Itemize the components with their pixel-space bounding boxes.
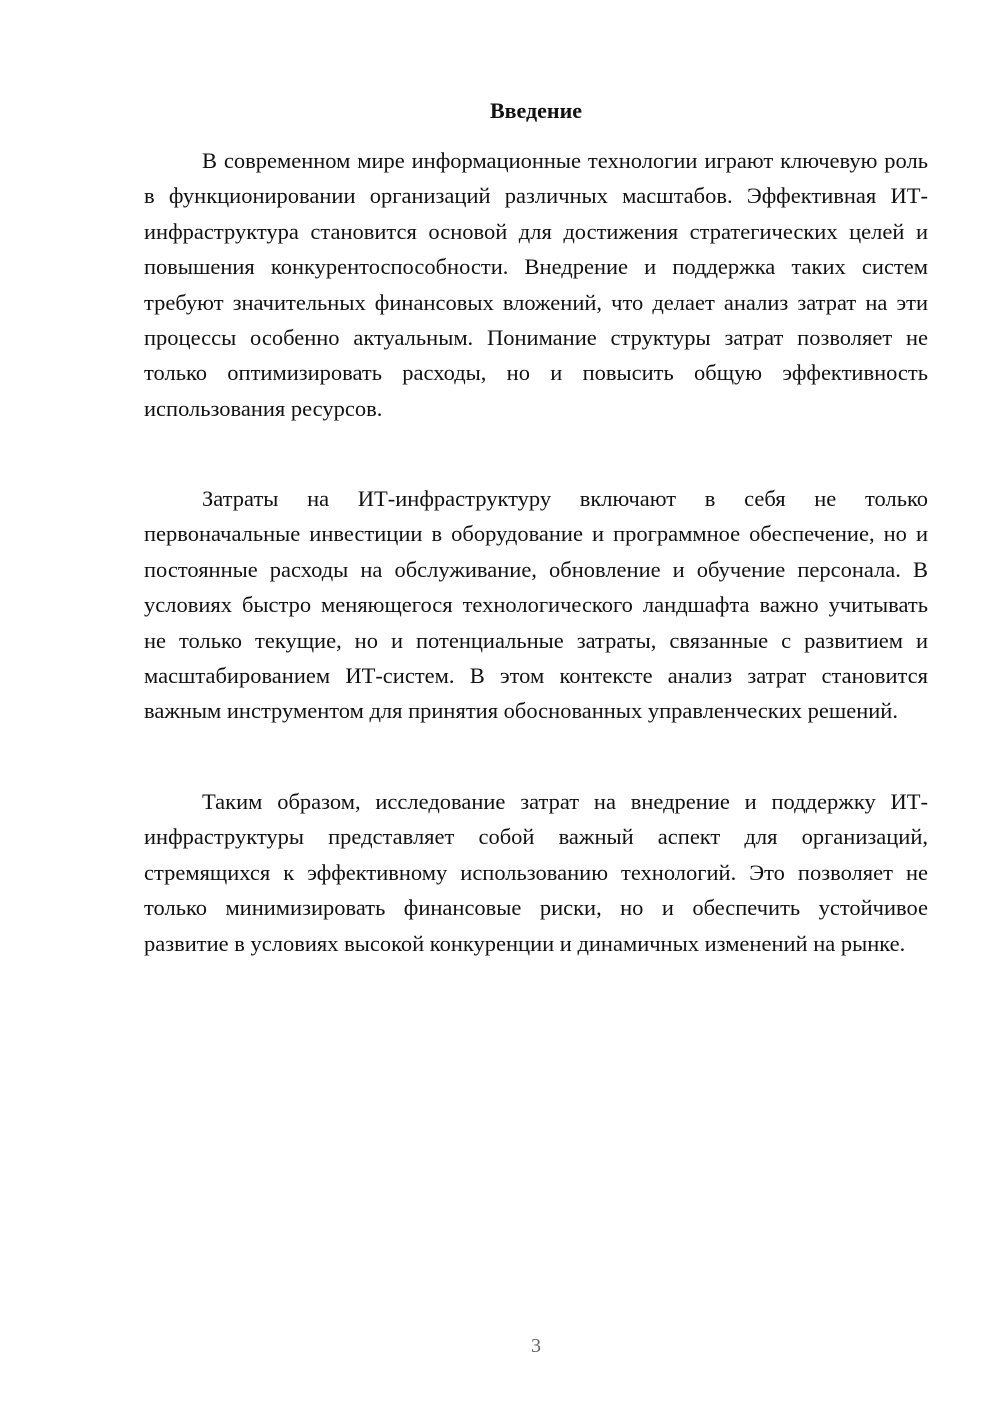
- paragraph-1: В современном мире информационные технологии играют ключевую роль в функционировании организаций различных масштабов. Эффективная ИТ-инфраструктура становится основой для достижения стратегических целей и повышения конкурентоспособности. Внедрение и поддержка таких систем требуют значительных финансовых вложений, что делает анализ затрат на эти процессы особенно актуальным. Понимание структуры затрат позволяет не только оптимизировать расходы, но и повысить общую эффективность использования ресурсов.: [144, 148, 928, 421]
- paragraph-2: Затраты на ИТ-инфраструктуру включают в себя не только первоначальные инвестиции в оборудование и программное обеспечение, но и постоянные расходы на обслуживание, обновление и обучение персонала. В условиях быстро меняющегося технологического ландшафта важно учитывать не только текущие, но и потенциальные затраты, связанные с развитием и масштабированием ИТ-систем. В этом контексте анализ затрат становится важным инструментом для принятия обоснованных управленческих решений.: [144, 486, 928, 724]
- paragraph-3: Таким образом, исследование затрат на внедрение и поддержку ИТ-инфраструктуры представляет собой важный аспект для организаций, стремящихся к эффективному использованию технологий. Это позволяет не только минимизировать финансовые риски, но и обеспечить устойчивое развитие в условиях высокой конкуренции и динамичных изменений на рынке.: [144, 789, 928, 956]
- section-heading: Введение: [489, 98, 583, 123]
- page-number: 3: [531, 1335, 541, 1357]
